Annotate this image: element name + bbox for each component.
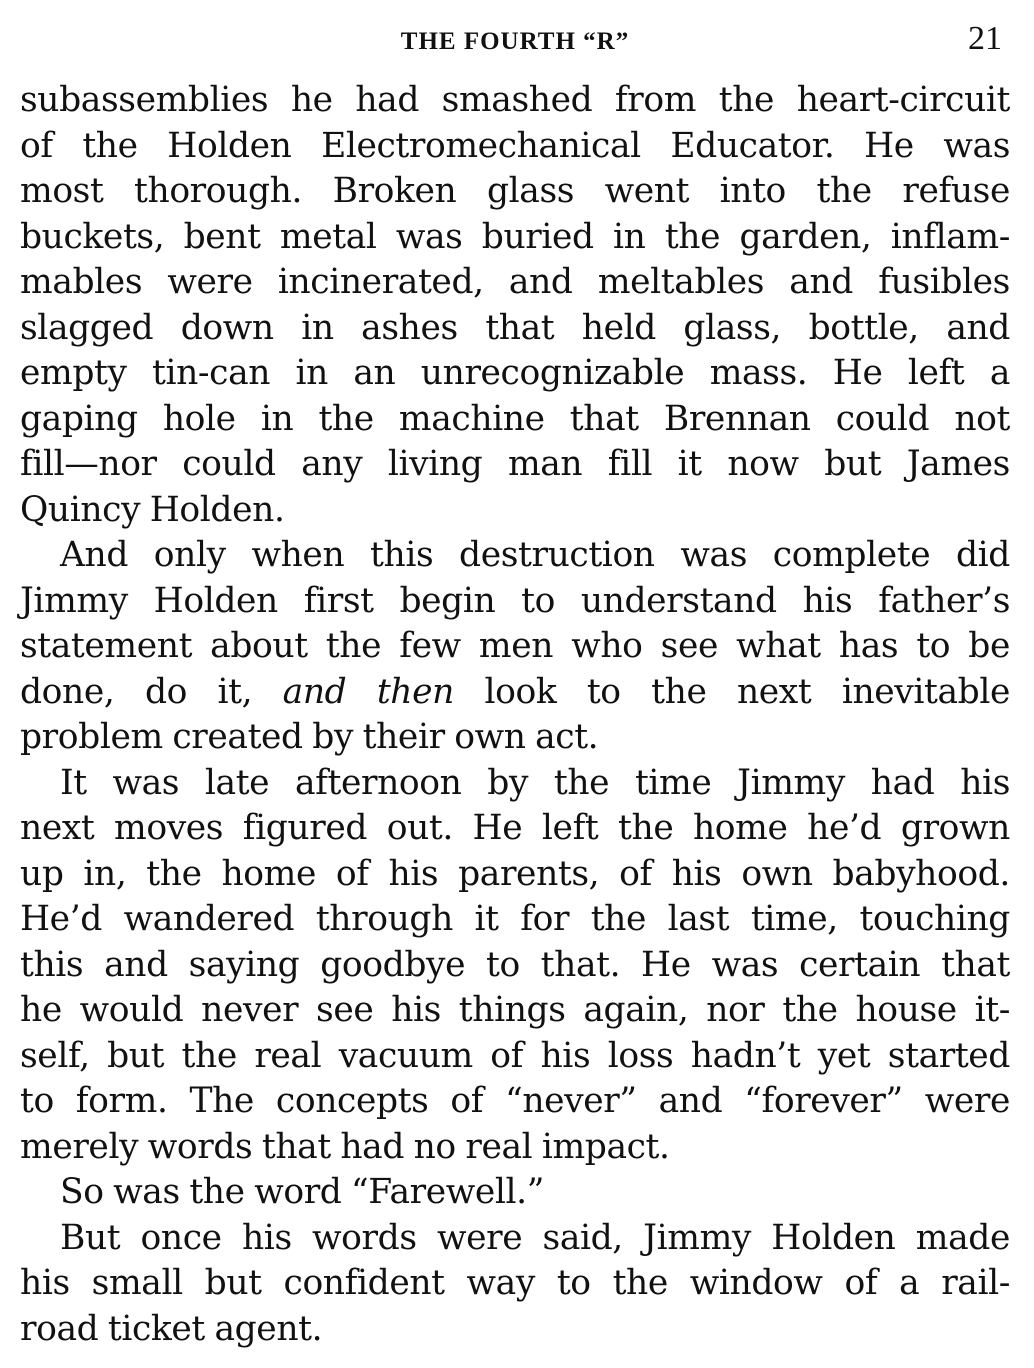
text-line: self, but the real vacuum of his loss hadn’t yet started (20, 1035, 1010, 1076)
text-run: look to the next inevitable (453, 671, 1010, 712)
text-line: mables were incinerated, and meltables and fusibles (20, 262, 1010, 302)
text-line: of the Holden Electromechanical Educator. He was (20, 125, 1010, 166)
text-line: He’d wandered through it for the last time, touching (20, 899, 1010, 939)
text-line: Quincy Holden. (20, 489, 285, 530)
text-line: empty tin-can in an unrecognizable mass. He left a (20, 353, 1010, 393)
text-line: statement about the few men who see what has to be (20, 626, 1010, 666)
body-text (20, 78, 1010, 1352)
text-line: up in, the home of his parents, of his own babyhood. (20, 853, 1010, 894)
text-line: most thorough. Broken glass went into the refuse (20, 171, 1010, 211)
text-line: this and saying goodbye to that. He was certain that (20, 944, 1010, 985)
text-line: But once his words were said, Jimmy Holden made (60, 1217, 1010, 1258)
paragraph-5 (20, 1216, 1010, 1353)
text-line: road ticket agent. (20, 1308, 323, 1349)
text-run: done, do it, (20, 671, 283, 712)
paragraph-3 (20, 761, 1010, 1171)
page-number: 21 (968, 20, 1002, 57)
text-line: gaping hole in the machine that Brennan could not (20, 398, 1010, 439)
text-line: his small but confident way to the window of a rail- (20, 1263, 1010, 1303)
text-line: next moves figured out. He left the home he’d grown (20, 808, 1010, 848)
text-line (20, 670, 1010, 716)
text-line: problem created by their own act. (20, 717, 599, 757)
paragraph-1 (20, 78, 1010, 533)
paragraph-2 (20, 533, 1010, 761)
text-line: subassemblies he had smashed from the heart-circuit (20, 80, 1010, 120)
text-line: Jimmy Holden first begin to understand his father’s (20, 580, 1010, 621)
running-title: THE FOURTH “R” (400, 28, 630, 55)
italic-emphasis: and then (282, 671, 454, 712)
paragraph-4 (20, 1170, 1010, 1216)
text-line: fill—nor could any living man fill it now but James (20, 444, 1010, 484)
text-line: to form. The concepts of “never” and “forever” were (20, 1081, 1010, 1121)
running-head (20, 20, 1010, 60)
text-line: merely words that had no real impact. (20, 1126, 670, 1167)
text-line: It was late afternoon by the time Jimmy had his (60, 762, 1010, 803)
text-line: buckets, bent metal was buried in the garden, inflam- (20, 216, 1010, 257)
text-line: So was the word “Farewell.” (60, 1172, 544, 1212)
text-line: he would never see his things again, nor the house it- (20, 990, 1010, 1030)
text-line: slagged down in ashes that held glass, bottle, and (20, 307, 1010, 348)
text-line: And only when this destruction was complete did (60, 535, 1010, 575)
